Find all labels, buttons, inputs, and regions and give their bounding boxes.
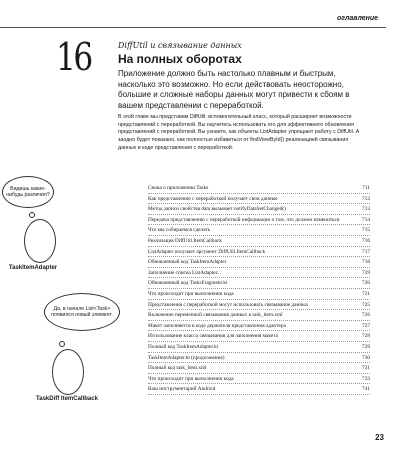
toc-entry-title: Снова о приложении Tasks (148, 185, 209, 191)
speech-bubble-2-text: Да, в начале List<Task> появился новый элемент. (51, 306, 113, 318)
toc-entry-page: 713 (362, 206, 370, 213)
toc-list (148, 183, 370, 395)
toc-row[interactable] (148, 225, 370, 236)
toc-entry-title: Как представление с переработкой получает свои данные (148, 195, 278, 202)
toc-row[interactable] (148, 247, 370, 258)
chapter-title: На полных оборотах (118, 52, 242, 66)
toc-row[interactable] (148, 331, 370, 342)
character-2-figure (52, 349, 84, 395)
toc-entry-page: 733 (362, 375, 370, 382)
toc-row[interactable] (148, 384, 370, 395)
toc-entry-page: 715 (362, 227, 370, 234)
intro-body: В этой главе мы представим DiffUtil: вспомогательный класс, который расширяет возможности представлений с переработкой. Вы научитесь использовать его для эффективного обновления представлений с переработкой. Вы узнаете, как объекты ListAdapter упрощают работу с DiffUtil. А заодно будет показано, как полностью избавиться от findViewById() реализацией связывания данных в коде представления с переработкой. (118, 114, 360, 151)
toc-entry-title: Обновленный код TasksFragment.kt (148, 280, 228, 287)
toc-row[interactable] (148, 183, 370, 194)
speech-bubble-1-text: Видишь какие-нибудь различия? (6, 186, 50, 198)
toc-entry-title: Представления с переработкой могут использовать связывание данных (148, 301, 309, 308)
speech-bubble-1 (2, 176, 54, 208)
toc-entry-title: Метод записи свойства data вызывает notifyDataSetChanged() (148, 206, 286, 213)
toc-row[interactable] (148, 215, 370, 226)
toc-entry-page: 718 (362, 259, 370, 266)
toc-row[interactable] (148, 321, 370, 332)
thought-dot (29, 212, 35, 218)
toc-entry-page: 711 (362, 185, 370, 191)
toc-entry-page: 717 (362, 248, 370, 255)
toc-row[interactable] (148, 257, 370, 268)
toc-entry-title: Макет заполняется в коде держателя представления адаптера (148, 322, 286, 329)
toc-entry-title: TaskItemAdapter.kt (продолжение) (148, 354, 225, 361)
toc-entry-page: 728 (362, 333, 370, 340)
toc-row[interactable] (148, 300, 370, 311)
toc-row[interactable] (148, 236, 370, 247)
toc-entry-title: Заполнение списка ListAdapter... (148, 269, 222, 276)
character-2-label: TaskDiff ItemCallback (36, 396, 98, 402)
thought-dot (59, 341, 65, 347)
toc-entry-title: Полный код task_item.xml (148, 365, 207, 372)
toc-entry-page: 726 (362, 312, 370, 319)
toc-entry-page: 731 (362, 365, 370, 372)
chapter-number: 16 (56, 35, 91, 79)
toc-row[interactable] (148, 289, 370, 300)
toc-entry-page: 716 (362, 237, 370, 244)
toc-row[interactable] (148, 204, 370, 215)
toc-entry-title: Передача представлению с переработкой информации о том, что должно измениться (148, 216, 340, 223)
toc-entry-page: 730 (362, 354, 370, 361)
toc-row[interactable] (148, 353, 370, 364)
toc-entry-page: 719 (362, 269, 370, 276)
toc-row[interactable] (148, 342, 370, 353)
page-number: 23 (375, 433, 384, 442)
toc-row[interactable] (148, 278, 370, 289)
toc-entry-title: Что мы собираемся сделать (148, 227, 211, 234)
toc-entry-page: 725 (362, 301, 370, 308)
toc-entry-title: Ваш инструментарий Android (148, 386, 216, 393)
toc-entry-page: 720 (362, 280, 370, 287)
toc-entry-page: 712 (362, 195, 370, 202)
toc-entry-title: Что происходит при выполнении кода (148, 290, 234, 297)
toc-entry-page: 741 (362, 386, 370, 393)
toc-entry-title: Полный код TaskItemAdapter.kt (148, 343, 219, 350)
chapter-intro (118, 69, 364, 153)
toc-entry-page: 721 (362, 290, 370, 297)
toc-entry-title: Обновленный код TaskItemAdapter (148, 259, 227, 266)
toc-entry-title: Реализация DiffUtil.ItemCallback (148, 237, 222, 244)
header-rule (0, 27, 386, 28)
toc-entry-title: Использование класса связывания для заполнения макета (148, 333, 278, 340)
toc-row[interactable] (148, 363, 370, 374)
character-1-figure (24, 219, 56, 263)
toc-entry-title: Включение переменной связывания данных в task_item.xml (148, 312, 283, 319)
chapter-label: DiffUtil и связывание данных (118, 41, 242, 50)
toc-row[interactable] (148, 268, 370, 279)
toc-entry-title: ListAdapter получает аргумент DiffUtil.ItemCallback (148, 248, 266, 255)
toc-entry-page: 727 (362, 322, 370, 329)
toc-row[interactable] (148, 194, 370, 205)
toc-row[interactable] (148, 310, 370, 321)
toc-entry-page: 729 (362, 343, 370, 350)
toc-entry-title: Что происходит при выполнении кода (148, 375, 234, 382)
intro-lead: Приложение должно быть настолько плавным и быстрым, насколько это возможно. Но если действовать неосторожно, большие и сложные наборы данных могут привести к сбоям в вашем представлении с переработкой. (118, 69, 350, 110)
toc-row[interactable] (148, 374, 370, 385)
speech-bubble-2 (44, 293, 120, 331)
toc-entry-page: 714 (362, 216, 370, 223)
character-1-label: TaskItemAdapter (8, 265, 58, 271)
running-title: оглавление (336, 15, 378, 22)
